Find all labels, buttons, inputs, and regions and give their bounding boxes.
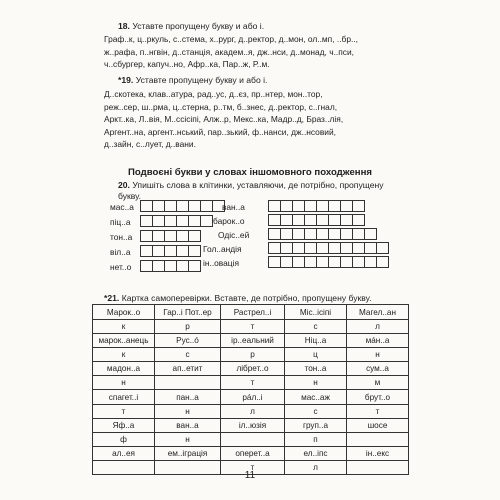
ex20-left-word: нет..о bbox=[110, 262, 132, 272]
ex20-right-word: ван..а bbox=[222, 202, 245, 212]
ex19-line: д..зайн, с..лует, д..вани. bbox=[104, 139, 196, 150]
table-cell bbox=[347, 432, 409, 446]
table-cell: мадон..а bbox=[93, 362, 155, 376]
table-row bbox=[93, 305, 409, 320]
ex21-heading bbox=[104, 293, 372, 303]
table-row bbox=[93, 404, 409, 418]
ex19-heading bbox=[118, 75, 267, 85]
table-cell: сум..а bbox=[347, 362, 409, 376]
ex20-heading-line1: Упишіть слова в клітинки, уставляючи, де потрібно, пропущену bbox=[132, 180, 384, 190]
table-cell: т bbox=[93, 404, 155, 418]
ex21-heading-text: Картка самоперевірки. Вставте, де потрібно, пропущену букву. bbox=[121, 293, 372, 303]
table-cell: Гар..і Пот..ер bbox=[155, 305, 221, 320]
ex20-left-word: мас..а bbox=[110, 202, 134, 212]
table-cell: брут..о bbox=[347, 390, 409, 404]
table-cell: марок..анець bbox=[93, 334, 155, 348]
table-cell: н bbox=[93, 376, 155, 390]
table-row bbox=[93, 418, 409, 432]
table-cell: Растрел..і bbox=[221, 305, 285, 320]
table-cell: спагет..і bbox=[93, 390, 155, 404]
ex18-line: ч..сбургер, капуч..но, Афр..ка, Пар..ж, Р..м. bbox=[104, 59, 270, 70]
table-cell: к bbox=[93, 320, 155, 334]
table-cell: мáн..а bbox=[347, 334, 409, 348]
table-cell: мас..аж bbox=[285, 390, 347, 404]
ex18-heading bbox=[118, 21, 264, 31]
table-cell: п bbox=[285, 432, 347, 446]
table-cell: рáл..і bbox=[221, 390, 285, 404]
table-cell bbox=[155, 376, 221, 390]
self-check-table bbox=[92, 304, 409, 475]
table-cell: груп..а bbox=[285, 418, 347, 432]
table-row bbox=[93, 390, 409, 404]
ex20-right-word: барок..о bbox=[213, 216, 245, 226]
table-cell: с bbox=[155, 348, 221, 362]
table-cell: т bbox=[221, 460, 285, 474]
ex19-line: реж..сер, ш..рма, ц..стерна, р..тм, б..знес, д..ректор, с..гнал, bbox=[104, 101, 338, 112]
table-cell: с bbox=[285, 320, 347, 334]
table-row bbox=[93, 376, 409, 390]
table-cell: шосе bbox=[347, 418, 409, 432]
page-number: 11 bbox=[244, 470, 256, 481]
table-cell: Ніц..а bbox=[285, 334, 347, 348]
table-cell: ін..екс bbox=[347, 446, 409, 460]
table-row bbox=[93, 362, 409, 376]
table-cell: ц bbox=[285, 348, 347, 362]
table-cell: н bbox=[347, 348, 409, 362]
table-cell: Яф..а bbox=[93, 418, 155, 432]
ex20-heading bbox=[118, 180, 418, 202]
table-cell: Міс..ісіпі bbox=[285, 305, 347, 320]
ex19-line: Д..скотека, клав..атура, рад..ус, д..єз, пр..нтер, мон..тор, bbox=[104, 89, 323, 99]
table-row bbox=[93, 446, 409, 460]
ex20-right-word: ін..овація bbox=[203, 258, 240, 268]
ex19-body bbox=[104, 88, 404, 151]
ex20-left-word: віл..а bbox=[110, 247, 131, 257]
ex20-right-word: Одіс..ей bbox=[218, 230, 250, 240]
table-cell: н bbox=[155, 432, 221, 446]
ex20-number: 20. bbox=[118, 180, 130, 190]
table-cell: н bbox=[285, 376, 347, 390]
table-cell: т bbox=[221, 320, 285, 334]
table-cell: с bbox=[285, 404, 347, 418]
ex18-number: 18. bbox=[118, 21, 130, 31]
table-cell: ал..ея bbox=[93, 446, 155, 460]
table-cell: т bbox=[221, 376, 285, 390]
section-title: Подвоєні букви у словах іншомовного походження bbox=[128, 167, 372, 178]
table-cell: оперет..а bbox=[221, 446, 285, 460]
ex19-heading-text: Уставте пропущену букву и або і. bbox=[135, 75, 268, 85]
ex20-heading-line2: букву. bbox=[118, 191, 141, 201]
ex18-body bbox=[104, 33, 404, 71]
ex18-line: Граф..к, ц..ркуль, с..стема, х..рург, д..ректор, д..мон, ол..мп, ..бр.., bbox=[104, 34, 358, 44]
ex19-number: *19. bbox=[118, 75, 134, 85]
table-cell: ап..етит bbox=[155, 362, 221, 376]
table-cell: т bbox=[347, 404, 409, 418]
table-cell: к bbox=[93, 348, 155, 362]
ex18-line: ж..рафа, п..нгвін, д..станція, академ..я, дж..нси, д..монад, ч..пси, bbox=[104, 46, 354, 57]
table-row bbox=[93, 348, 409, 362]
table-cell: ван..а bbox=[155, 418, 221, 432]
table-cell: іл..юзія bbox=[221, 418, 285, 432]
ex19-line: Аркт..ка, Л..вія, М..ссісіпі, Алж..р, Мекс..ка, Мадр..д, Браз..лія, bbox=[104, 114, 344, 125]
table-cell: м bbox=[347, 376, 409, 390]
table-cell: р bbox=[155, 320, 221, 334]
ex20-right-word: Гол..андія bbox=[203, 244, 242, 254]
table-row bbox=[93, 432, 409, 446]
ex20-left-word: піц..а bbox=[110, 217, 131, 227]
table-cell: л bbox=[347, 320, 409, 334]
table-cell: Рус..ó bbox=[155, 334, 221, 348]
table-cell: Магел..ан bbox=[347, 305, 409, 320]
ex20-left-word: тон..а bbox=[110, 232, 133, 242]
table-cell: тон..а bbox=[285, 362, 347, 376]
table-cell: н bbox=[155, 404, 221, 418]
table-row bbox=[93, 320, 409, 334]
table-cell: Марок..о bbox=[93, 305, 155, 320]
table-cell: ір..еальний bbox=[221, 334, 285, 348]
table-cell: лібрет..о bbox=[221, 362, 285, 376]
table-cell bbox=[221, 432, 285, 446]
table-row bbox=[93, 334, 409, 348]
table-cell: пан..а bbox=[155, 390, 221, 404]
table-cell: л bbox=[221, 404, 285, 418]
ex19-line: Аргент..на, аргент..нський, пар..зький, ф..нанси, дж..нсовий, bbox=[104, 126, 336, 137]
table-cell: л bbox=[285, 460, 347, 474]
table-cell: ем..іграція bbox=[155, 446, 221, 460]
table-cell: ф bbox=[93, 432, 155, 446]
ex21-number: *21. bbox=[104, 293, 120, 303]
table-cell: ел..іпс bbox=[285, 446, 347, 460]
table-cell: р bbox=[221, 348, 285, 362]
ex18-heading-text: Уставте пропущену букву и або і. bbox=[132, 21, 265, 31]
